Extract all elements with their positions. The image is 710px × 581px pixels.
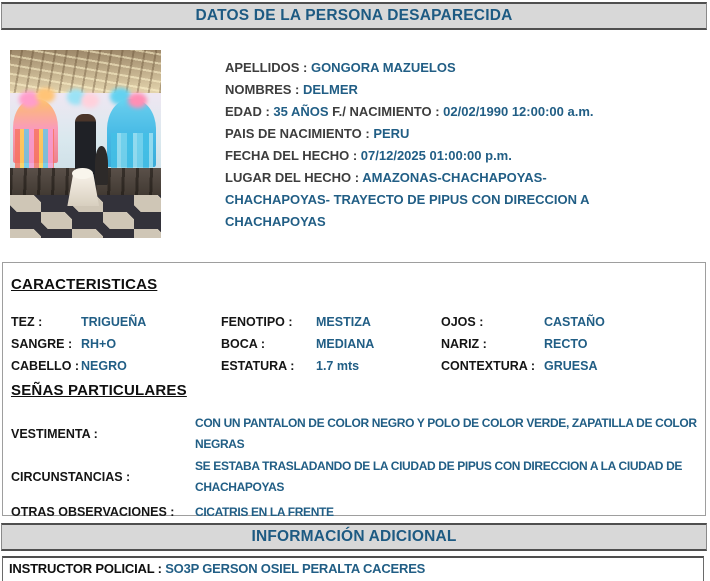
report-title: DATOS DE LA PERSONA DESAPARECIDA: [195, 7, 513, 24]
photo-balloon: [36, 88, 56, 103]
lugar-hecho-label: LUGAR DEL HECHO :: [225, 170, 363, 185]
char-sangre: [11, 333, 116, 355]
field-edad-nacimiento: [225, 101, 597, 123]
characteristics-row: [3, 311, 705, 333]
char-label: CABELLO :: [11, 359, 80, 373]
edad-label: EDAD :: [225, 104, 274, 119]
char-value: NEGRO: [81, 359, 127, 373]
instructor-value: SO3P GERSON OSIEL PERALTA CACERES: [165, 561, 426, 576]
edad-value: 35 AÑOS: [273, 104, 329, 119]
char-ojos: [441, 311, 605, 333]
lugar-hecho-value: AMAZONAS-CHACHAPOYAS- CHACHAPOYAS- TRAYECTO DE PIPUS CON DIRECCION A CHACHAPOYAS: [225, 170, 590, 229]
senas-row-circunstancias: [11, 455, 699, 499]
char-cabello: [11, 355, 127, 377]
senas-row-vestimenta: [11, 412, 699, 456]
otras-observaciones-label: OTRAS OBSERVACIONES :: [11, 505, 175, 519]
fecha-hecho-label: FECHA DEL HECHO :: [225, 148, 361, 163]
otras-observaciones-value: CICATRIS EN LA FRENTE: [195, 504, 334, 519]
fecha-hecho-value: 07/12/2025 01:00:00 p.m.: [360, 148, 512, 163]
circunstancias-value: SE ESTABA TRASLADANDO DE LA CIUDAD DE PIPUS CON DIRECCION A LA CIUDAD DE CHACHAPOYAS: [195, 459, 683, 494]
char-label: NARIZ :: [441, 337, 487, 351]
vestimenta-value: CON UN PANTALON DE COLOR NEGRO Y POLO DE COLOR VERDE, ZAPATILLA DE COLOR NEGRAS: [195, 416, 697, 451]
additional-info-title: INFORMACIÓN ADICIONAL: [251, 528, 457, 545]
field-apellidos: [225, 57, 597, 79]
photo-cake: [72, 168, 93, 179]
field-fecha-hecho: [225, 145, 597, 167]
circunstancias-label: CIRCUNSTANCIAS :: [11, 470, 131, 484]
apellidos-value: GONGORA MAZUELOS: [310, 60, 456, 75]
report-header-bar: [1, 2, 707, 30]
char-value: GRUESA: [544, 359, 598, 373]
photo-child-silhouette: [95, 146, 109, 185]
field-nombres: [225, 79, 597, 101]
nacimiento-label: F./ NACIMIENTO :: [328, 104, 444, 119]
section-title-senas-particulares: SEÑAS PARTICULARES: [11, 382, 187, 399]
char-nariz: [441, 333, 588, 355]
char-value: 1.7 mts: [316, 359, 360, 373]
char-value: TRIGUEÑA: [81, 315, 147, 329]
nombres-value: DELMER: [303, 82, 358, 97]
char-estatura: [221, 355, 359, 377]
char-value: MESTIZA: [316, 315, 371, 329]
char-boca: [221, 333, 374, 355]
instructor-box: [2, 556, 704, 581]
pais-label: PAIS DE NACIMIENTO :: [225, 126, 374, 141]
photo-ceiling: [10, 50, 161, 93]
characteristics-row: [3, 333, 705, 355]
characteristics-row: [3, 355, 705, 377]
missing-person-photo: [10, 50, 161, 238]
nacimiento-value: 02/02/1990 12:00:00 a.m.: [443, 104, 594, 119]
section-title-caracteristicas: CARACTERISTICAS: [11, 276, 158, 293]
instructor-label: INSTRUCTOR POLICIAL :: [9, 561, 166, 576]
personal-data-fields: [225, 57, 597, 233]
char-contextura: [441, 355, 597, 377]
char-label: FENOTIPO :: [221, 315, 293, 329]
char-tez: [11, 311, 146, 333]
char-value: RH+O: [81, 337, 117, 351]
char-label: ESTATURA :: [221, 359, 295, 373]
char-label: TEZ :: [11, 315, 43, 329]
char-fenotipo: [221, 311, 371, 333]
field-lugar-hecho: [225, 167, 597, 233]
char-value: MEDIANA: [316, 337, 375, 351]
photo-candy-pillars-left: [15, 129, 54, 170]
senas-row-otras-observaciones: [11, 501, 699, 523]
apellidos-label: APELLIDOS :: [225, 60, 311, 75]
photo-candy-pillars-right: [111, 133, 153, 171]
pais-value: PERU: [373, 126, 410, 141]
characteristics-box: [2, 262, 706, 519]
char-label: SANGRE :: [11, 337, 73, 351]
char-value: RECTO: [544, 337, 588, 351]
vestimenta-label: VESTIMENTA :: [11, 427, 98, 441]
additional-info-header-bar: [1, 523, 707, 551]
nombres-label: NOMBRES :: [225, 82, 303, 97]
char-label: CONTEXTURA :: [441, 359, 535, 373]
char-label: OJOS :: [441, 315, 484, 329]
field-pais: [225, 123, 597, 145]
char-value: CASTAÑO: [544, 315, 605, 329]
char-label: BOCA :: [221, 337, 265, 351]
